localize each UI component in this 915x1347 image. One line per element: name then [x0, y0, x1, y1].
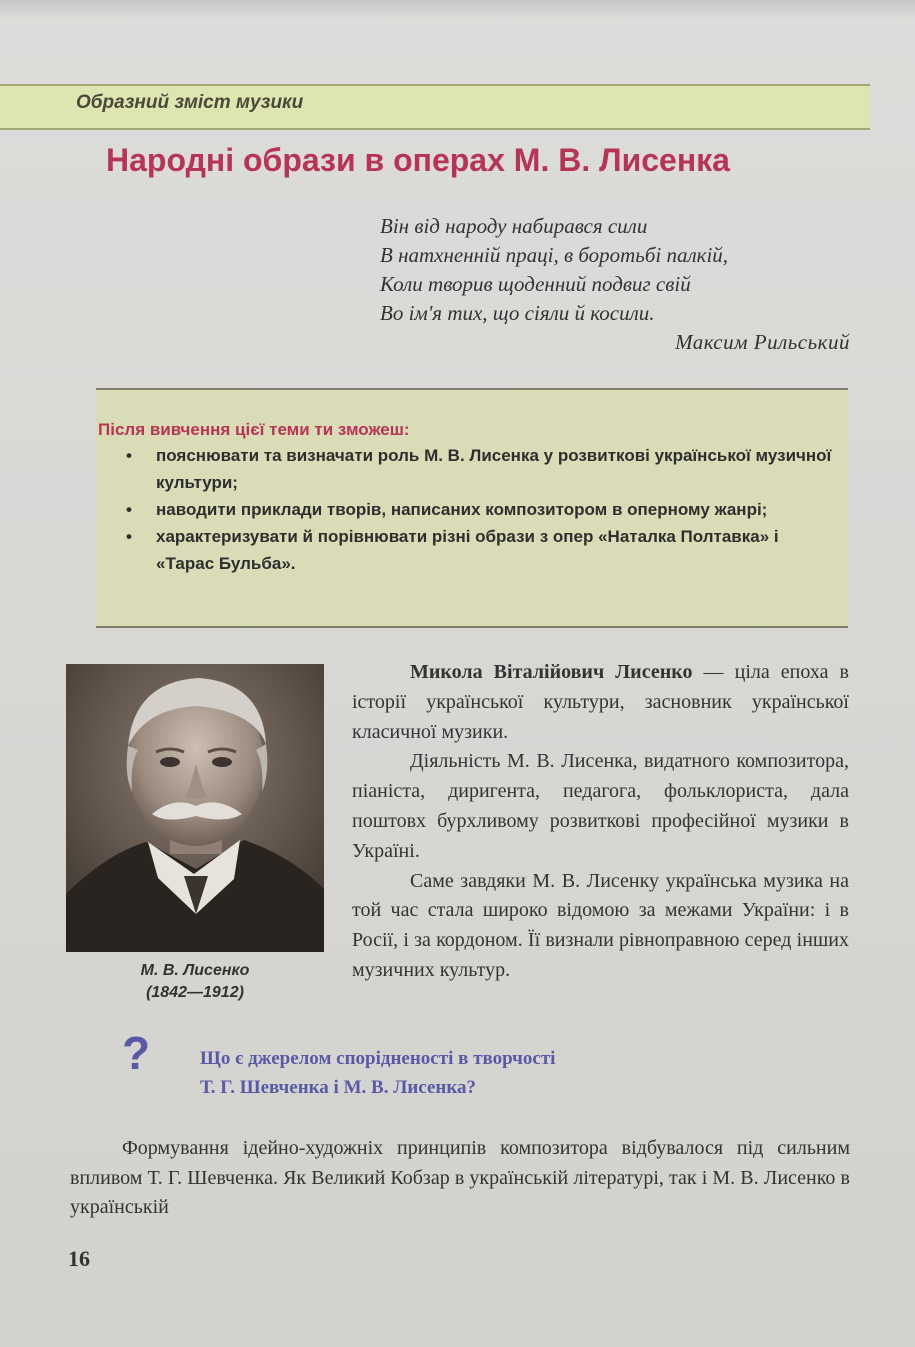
epigraph-line: Коли творив щоденний подвиг свій — [380, 272, 691, 296]
portrait-photo-icon — [66, 664, 324, 952]
page-number: 16 — [68, 1246, 90, 1271]
goal-item: • пояснювати та визначати роль М. В. Лисенка у розвиткові української музичної культури; — [120, 442, 832, 496]
bio-intro: — ціла епоха в історії української культури, засновник української класичної музики. — [352, 661, 849, 743]
goal-item: • наводити приклади творів, написаних композитором в оперному жанрі; — [120, 496, 832, 523]
section-header-label: Образний зміст музики — [76, 92, 304, 113]
review-question — [200, 1044, 760, 1102]
learning-goals-list — [120, 442, 832, 577]
biography-text — [352, 658, 849, 986]
learning-goals-heading: Після вивчення цієї теми ти зможеш: — [98, 420, 410, 439]
portrait-caption-name: М. В. Лисенко — [140, 962, 250, 979]
epigraph-author: Максим Рильський — [675, 330, 850, 354]
top-shadow — [0, 0, 915, 20]
epigraph — [380, 212, 850, 357]
body-paragraph: Формування ідейно-художніх принципів композитора відбувалося під сильним впливом Т. Г. Шевченка. Як Великий Кобзар в українській літературі, так і М. В. Лисенко в українській — [70, 1137, 850, 1218]
portrait-photo — [66, 664, 324, 952]
portrait-caption — [70, 960, 320, 1004]
bio-name: Микола Віталійович Лисенко — [410, 661, 693, 683]
bio-paragraph: Діяльність М. В. Лисенка, видатного композитора, піаніста, диригента, педагога, фольклориста, дала поштовх бурхливому розвиткові професійної музики в Україні. — [352, 750, 849, 862]
question-mark-icon: ? — [122, 1027, 151, 1079]
epigraph-line: Во ім'я тих, що сіяли й косили. — [380, 301, 655, 325]
goal-item: • характеризувати й порівнювати різні образи з опер «Наталка Полтавка» і «Тарас Бульба». — [120, 523, 832, 577]
question-line: Що є джерелом спорідненості в творчості — [200, 1048, 556, 1069]
epigraph-line: В натхненній праці, в боротьбі палкій, — [380, 243, 729, 267]
epigraph-line: Він від народу набирався сили — [380, 214, 648, 238]
bio-paragraph — [352, 658, 849, 747]
main-body-text — [70, 1134, 850, 1223]
page-title: Народні образи в операх М. В. Лисенка — [106, 142, 730, 178]
question-line: Т. Г. Шевченка і М. В. Лисенка? — [200, 1077, 477, 1098]
bio-paragraph: Саме завдяки М. В. Лисенку українська музика на той час стала широко відомою за межами України: і в Росії, і за кордоном. Її визнали рівноправною серед інших музичних культур. — [352, 869, 849, 981]
portrait-caption-years: (1842—1912) — [146, 984, 244, 1001]
